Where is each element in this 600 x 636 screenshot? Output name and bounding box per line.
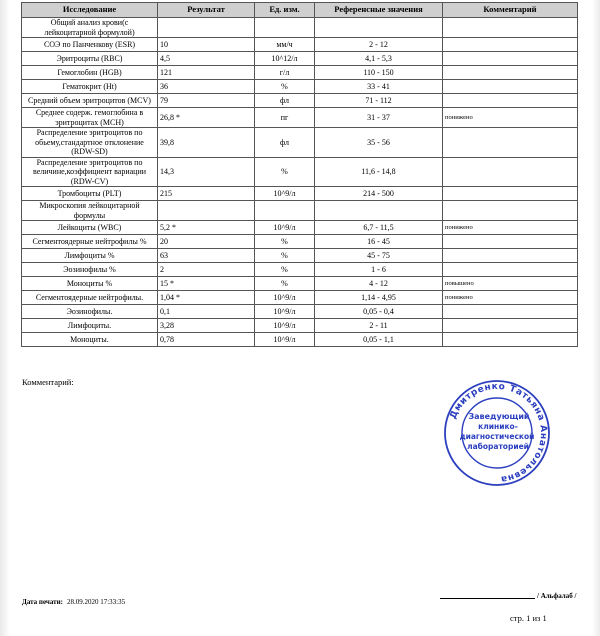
comment-cell (443, 305, 578, 319)
print-date-label: Дата печати: (22, 598, 63, 606)
reference-cell: 214 - 500 (315, 187, 443, 201)
test-cell: Моноциты % (22, 277, 158, 291)
unit-cell: 10^9/л (255, 187, 315, 201)
result-cell: 0,1 (158, 305, 255, 319)
result-cell: 39,8 (158, 128, 255, 158)
comment-cell: понижено (443, 291, 578, 305)
test-cell: Моноциты. (22, 333, 158, 347)
test-cell: Лимфоциты. (22, 319, 158, 333)
unit-cell: 10^9/л (255, 333, 315, 347)
unit-cell: % (255, 235, 315, 249)
header-unit: Ед. изм. (255, 3, 315, 18)
reference-cell: 33 - 41 (315, 80, 443, 94)
reference-cell: 31 - 37 (315, 108, 443, 128)
test-cell: Тромбоциты (PLT) (22, 187, 158, 201)
test-cell: Общий анализ крови(с лейкоцитарной формулой) (22, 18, 158, 38)
unit-cell: % (255, 157, 315, 187)
unit-cell: 10^9/л (255, 291, 315, 305)
reference-cell: 6,7 - 11,5 (315, 221, 443, 235)
result-cell: 0,78 (158, 333, 255, 347)
lab-stamp (443, 378, 551, 488)
test-cell: Распределение эритроцитов по величине,коэффициент вариации (RDW-CV) (22, 157, 158, 187)
table-row (22, 333, 578, 347)
print-date-value: 28.09.2020 17:33:35 (66, 598, 126, 606)
comment-cell: повышено (443, 277, 578, 291)
reference-cell: 71 - 112 (315, 94, 443, 108)
table-row (22, 187, 578, 201)
table-row (22, 128, 578, 158)
stamp-line-1: Заведующий (468, 412, 530, 421)
table-row (22, 18, 578, 38)
table-row (22, 305, 578, 319)
comment-cell (443, 128, 578, 158)
unit-cell: % (255, 263, 315, 277)
reference-cell: 1,14 - 4,95 (315, 291, 443, 305)
result-cell: 14,3 (158, 157, 255, 187)
reference-cell: 2 - 11 (315, 319, 443, 333)
header-result: Результат (158, 3, 255, 18)
comment-cell: понижено (443, 221, 578, 235)
table-row (22, 319, 578, 333)
reference-cell: 1 - 6 (315, 263, 443, 277)
comment-cell (443, 157, 578, 187)
unit-cell: 10^9/л (255, 221, 315, 235)
unit-cell: г/л (255, 66, 315, 80)
unit-cell (255, 18, 315, 38)
reference-cell: 16 - 45 (315, 235, 443, 249)
unit-cell: % (255, 80, 315, 94)
unit-cell: мм/ч (255, 38, 315, 52)
test-cell: Сегментоядерные нейтрофилы % (22, 235, 158, 249)
comment-cell (443, 319, 578, 333)
test-cell: СОЭ по Панченкову (ESR) (22, 38, 158, 52)
comment-cell (443, 201, 578, 221)
reference-cell: 4 - 12 (315, 277, 443, 291)
test-cell: Лейкоциты (WBC) (22, 221, 158, 235)
unit-cell: 10^9/л (255, 319, 315, 333)
result-cell: 36 (158, 80, 255, 94)
test-cell: Сегментоядерные нейтрофилы. (22, 291, 158, 305)
result-cell: 4,5 (158, 52, 255, 66)
table-row (22, 38, 578, 52)
table-row (22, 263, 578, 277)
stamp-line-3: диагностической (459, 432, 535, 441)
stamp-arc-text-path: Дмитренко Татьяна Анатольевна (448, 381, 549, 484)
comment-cell (443, 66, 578, 80)
stamp-line-2: клинико- (478, 422, 518, 431)
print-date (22, 598, 125, 606)
reference-cell: 0,05 - 1,1 (315, 333, 443, 347)
reference-cell (315, 201, 443, 221)
lab-name: / Альфалаб / (537, 592, 577, 600)
result-cell: 10 (158, 38, 255, 52)
unit-cell: фл (255, 94, 315, 108)
test-cell: Лимфоциты % (22, 249, 158, 263)
test-cell: Эозинофилы % (22, 263, 158, 277)
table-header-row (22, 3, 578, 18)
unit-cell: 10^12/л (255, 52, 315, 66)
test-cell: Средний объем эритроцитов (MCV) (22, 94, 158, 108)
comment-cell (443, 249, 578, 263)
result-cell: 15 * (158, 277, 255, 291)
unit-cell: % (255, 249, 315, 263)
reference-cell (315, 18, 443, 38)
result-cell: 1,04 * (158, 291, 255, 305)
table-row (22, 94, 578, 108)
result-cell: 26,8 * (158, 108, 255, 128)
stamp-line-4: лабораторией (467, 442, 529, 451)
table-row (22, 66, 578, 80)
reference-cell: 35 - 56 (315, 128, 443, 158)
test-cell: Эритроциты (RBC) (22, 52, 158, 66)
page-number: стр. 1 из 1 (510, 613, 547, 623)
reference-cell: 0,05 - 0,4 (315, 305, 443, 319)
table-row (22, 157, 578, 187)
results-table (21, 2, 578, 347)
table-row (22, 52, 578, 66)
result-cell: 3,28 (158, 319, 255, 333)
unit-cell: 10^9/л (255, 305, 315, 319)
table-row (22, 235, 578, 249)
unit-cell: % (255, 277, 315, 291)
test-cell: Среднее содерж. гемоглобина в эритроцитах (MCH) (22, 108, 158, 128)
comment-cell (443, 18, 578, 38)
result-cell: 63 (158, 249, 255, 263)
comment-cell (443, 187, 578, 201)
test-cell: Распределение эритроцитов по обьему,стандартное отклонение (RDW-SD) (22, 128, 158, 158)
unit-cell (255, 201, 315, 221)
unit-cell: пг (255, 108, 315, 128)
comment-cell (443, 94, 578, 108)
test-cell: Эозинофилы. (22, 305, 158, 319)
result-cell: 2 (158, 263, 255, 277)
table-row (22, 201, 578, 221)
table-row (22, 249, 578, 263)
header-test: Исследование (22, 3, 158, 18)
result-cell: 215 (158, 187, 255, 201)
comment-cell (443, 38, 578, 52)
result-cell: 5,2 * (158, 221, 255, 235)
unit-cell: фл (255, 128, 315, 158)
test-cell: Микроскопия лейкоцитарной формулы (22, 201, 158, 221)
header-comment: Комментарий (443, 3, 578, 18)
comment-cell (443, 235, 578, 249)
reference-cell: 4,1 - 5,3 (315, 52, 443, 66)
result-cell (158, 18, 255, 38)
test-cell: Гематокрит (Ht) (22, 80, 158, 94)
result-cell: 121 (158, 66, 255, 80)
result-cell: 20 (158, 235, 255, 249)
result-cell: 79 (158, 94, 255, 108)
header-reference: Референсные значения (315, 3, 443, 18)
comment-cell (443, 52, 578, 66)
table-body (22, 18, 578, 347)
test-cell: Гемоглобин (HGB) (22, 66, 158, 80)
table-row (22, 277, 578, 291)
comment-cell: понижено (443, 108, 578, 128)
reference-cell: 2 - 12 (315, 38, 443, 52)
table-row (22, 291, 578, 305)
reference-cell: 11,6 - 14,8 (315, 157, 443, 187)
comment-cell (443, 333, 578, 347)
comment-cell (443, 263, 578, 277)
comment-cell (443, 80, 578, 94)
reference-cell: 110 - 150 (315, 66, 443, 80)
comment-label: Комментарий: (22, 377, 74, 387)
reference-cell: 45 - 75 (315, 249, 443, 263)
table-row (22, 80, 578, 94)
table-row (22, 221, 578, 235)
result-cell (158, 201, 255, 221)
signature-line (440, 590, 535, 599)
table-row (22, 108, 578, 128)
